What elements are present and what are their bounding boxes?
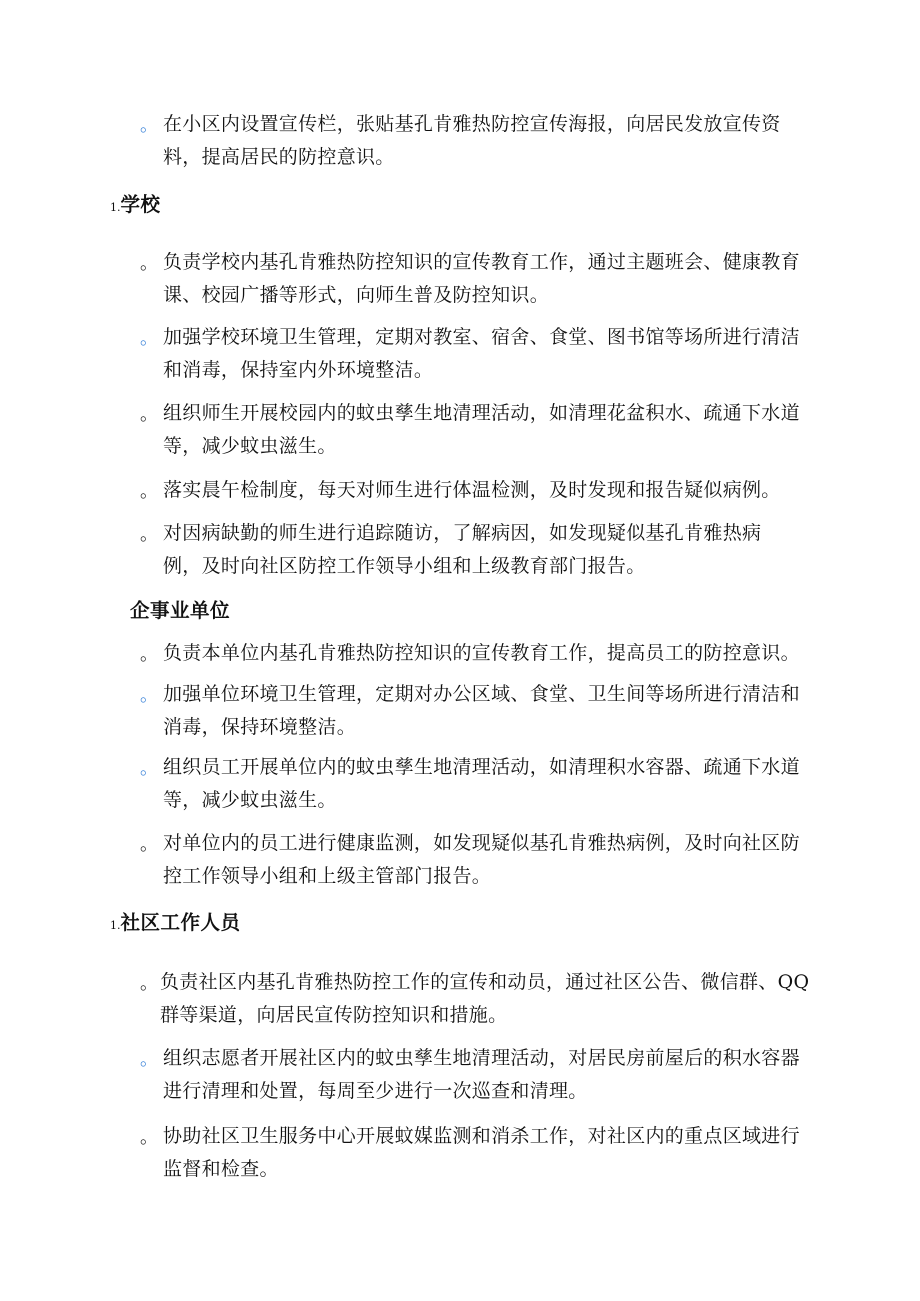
list-item-text: 负责学校内基孔肯雅热防控知识的宣传教育工作，通过主题班会、健康教育课、校园广播等形式，向师生普及防控知识。 — [163, 251, 800, 306]
list-item-text: 协助社区卫生服务中心开展蚊媒监测和消杀工作，对社区内的重点区域进行监督和检查。 — [163, 1125, 800, 1180]
bullet-marker: 。 — [140, 253, 158, 274]
bullet-marker: 。 — [140, 524, 158, 545]
section-number: 1. — [110, 919, 121, 932]
list-item-text: 加强学校环境卫生管理，定期对教室、宿舍、食堂、图书馆等场所进行清洁和消毒，保持室内外环境整洁。 — [163, 326, 800, 381]
list-item-text: 在小区内设置宣传栏，张贴基孔肯雅热防控宣传海报，向居民发放宣传资料，提高居民的防控意识。 — [163, 113, 781, 168]
bullet-marker: 。 — [140, 973, 158, 994]
list-item-text: 对单位内的员工进行健康监测，如发现疑似基孔肯雅热病例，及时向社区防控工作领导小组和上级主管部门报告。 — [163, 832, 800, 887]
section-heading-community — [110, 910, 241, 939]
bullet-marker: 。 — [140, 1127, 158, 1148]
list-item-text: 对因病缺勤的师生进行追踪随访，了解病因，如发现疑似基孔肯雅热病例，及时向社区防控工作领导小组和上级教育部门报告。 — [163, 522, 762, 577]
bullet-marker: 。 — [140, 404, 158, 425]
section-title: 社区工作人员 — [120, 911, 241, 934]
bullet-marker: 。 — [140, 1049, 158, 1070]
list-item-text: 组织志愿者开展社区内的蚊虫孳生地清理活动，对居民房前屋后的积水容器进行清理和处置，每周至少进行一次巡查和清理。 — [163, 1047, 800, 1102]
bullet-marker: 。 — [140, 834, 158, 855]
section-number: 1. — [110, 201, 121, 214]
bullet-marker: 。 — [140, 685, 158, 706]
bullet-marker: 。 — [140, 758, 158, 779]
bullet-marker: 。 — [140, 115, 158, 136]
list-item-text: 负责本单位内基孔肯雅热防控知识的宣传教育工作，提高员工的防控意识。 — [163, 642, 800, 664]
list-item-text: 组织师生开展校园内的蚊虫孳生地清理活动，如清理花盆积水、疏通下水道等，减少蚊虫滋生。 — [163, 402, 800, 457]
section-title: 学校 — [120, 193, 161, 216]
section-title: 企事业单位 — [130, 599, 231, 622]
list-item-text: 落实晨午检制度，每天对师生进行体温检测，及时发现和报告疑似病例。 — [163, 479, 781, 501]
bullet-marker: 。 — [140, 328, 158, 349]
list-item-text: 加强单位环境卫生管理，定期对办公区域、食堂、卫生间等场所进行清洁和消毒，保持环境整洁。 — [163, 683, 800, 738]
list-item-text: 组织员工开展单位内的蚊虫孳生地清理活动，如清理积水容器、疏通下水道等，减少蚊虫滋生。 — [163, 756, 800, 811]
bullet-marker: 。 — [140, 644, 158, 665]
list-item-text: 负责社区内基孔肯雅热防控工作的宣传和动员，通过社区公告、微信群、QQ群等渠道，向居民宣传防控知识和措施。 — [160, 971, 810, 1026]
section-heading-enterprise — [130, 598, 230, 624]
bullet-marker: 。 — [140, 481, 158, 502]
section-heading-school — [110, 192, 161, 221]
